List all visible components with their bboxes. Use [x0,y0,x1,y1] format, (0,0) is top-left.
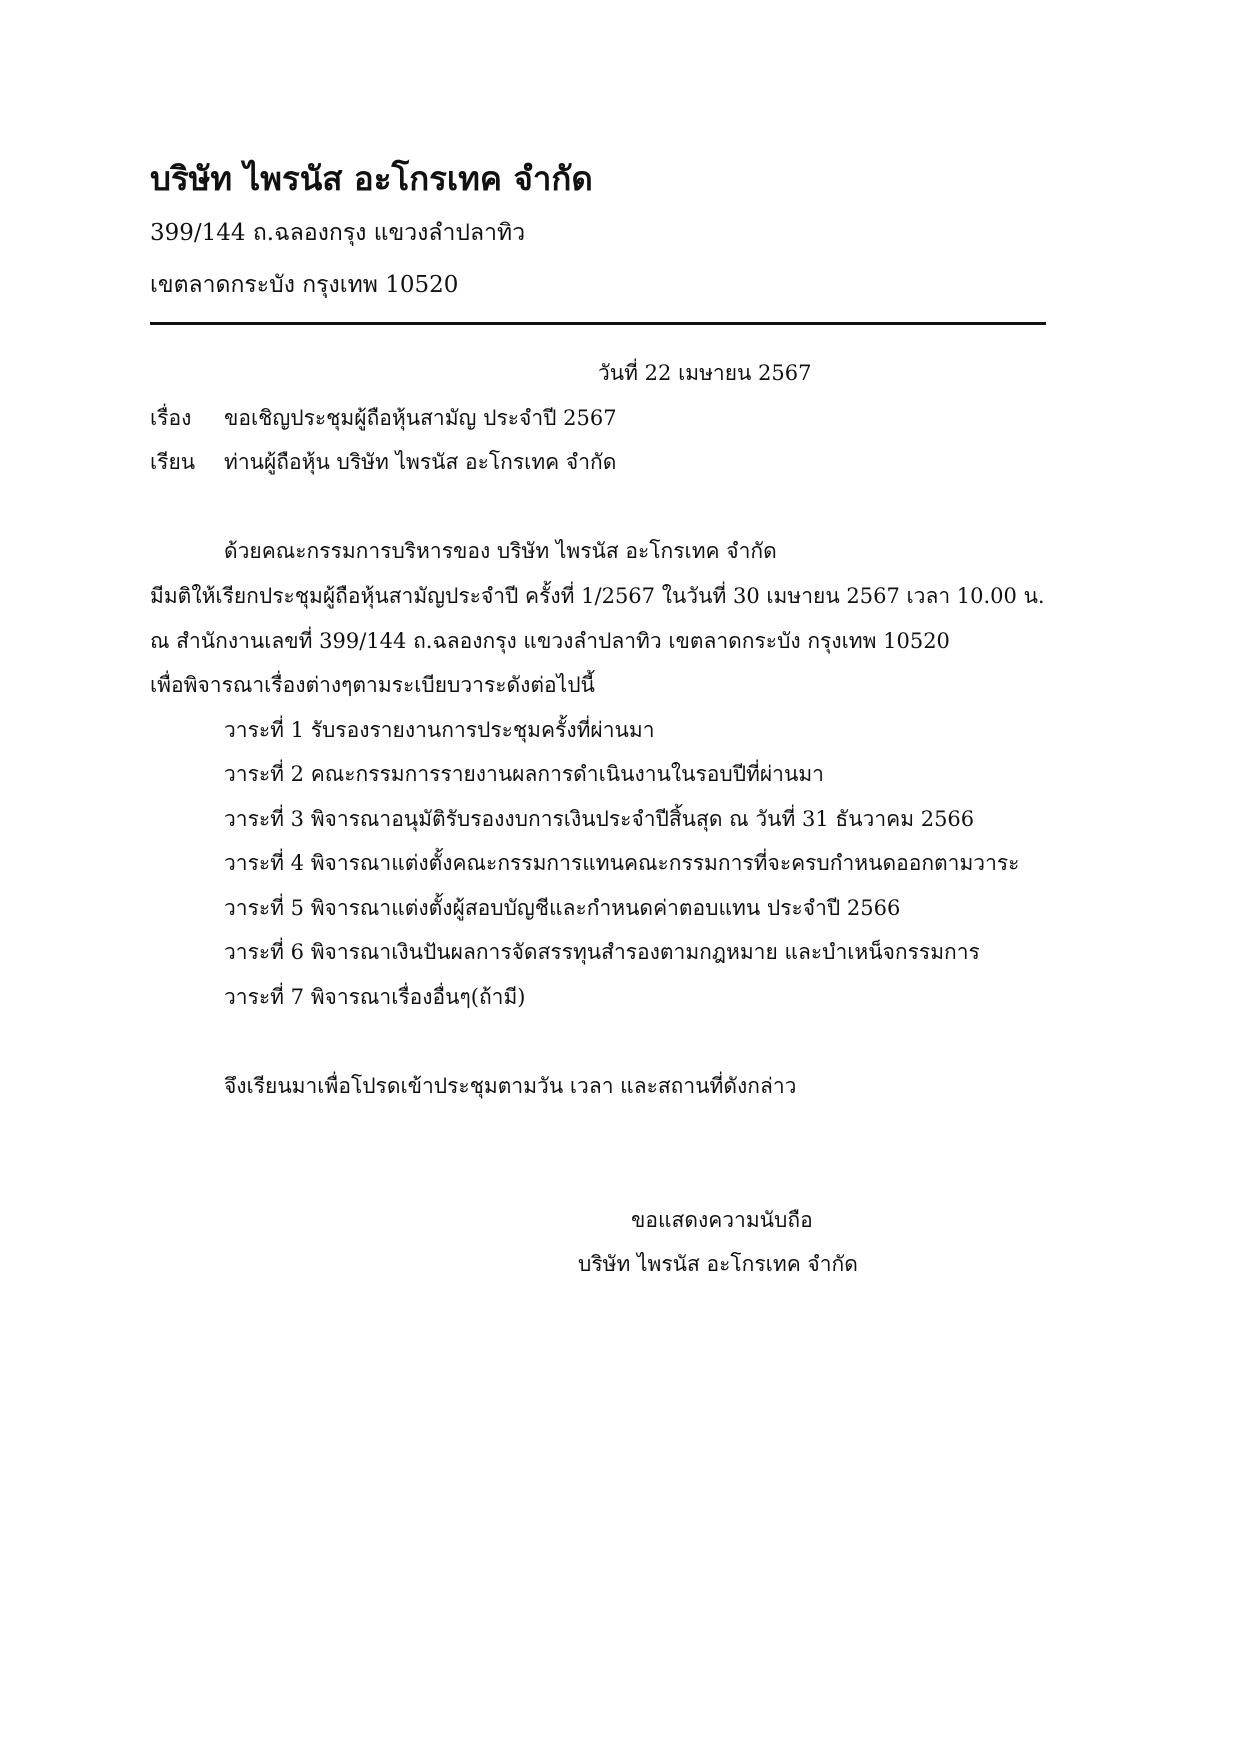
agenda-item: วาระที่ 1 รับรองรายงานการประชุมครั้งที่ผ่านมา [224,718,655,742]
agenda-item: วาระที่ 6 พิจารณาเงินปันผลการจัดสรรทุนสำรองตามกฎหมาย และบำเหน็จกรรมการ [224,940,980,964]
recipient-label: เรียน [150,450,196,474]
agenda-item: วาระที่ 2 คณะกรรมการรายงานผลการดำเนินงานในรอบปีที่ผ่านมา [224,762,824,786]
intro-line-1: ด้วยคณะกรรมการบริหารของ บริษัท ไพรนัส อะโกรเทค จำกัด [224,539,777,563]
agenda-item: วาระที่ 4 พิจารณาแต่งตั้งคณะกรรมการแทนคณะกรรมการที่จะครบกำหนดออกตามวาระ [224,851,1020,875]
subject-text: ขอเชิญประชุมผู้ถือหุ้นสามัญ ประจำปี 2567 [224,406,617,430]
agenda-item: วาระที่ 5 พิจารณาแต่งตั้งผู้สอบบัญชีและกำหนดค่าตอบแทน ประจำปี 2566 [224,896,901,920]
intro-line-2: มีมติให้เรียกประชุมผู้ถือหุ้นสามัญประจำปี ครั้งที่ 1/2567 ในวันที่ 30 เมษายน 2567 เวลา 10.00 น. [150,584,1045,608]
company-address-line2: เขตลาดกระบัง กรุงเทพ 10520 [150,272,459,298]
agenda-item: วาระที่ 7 พิจารณาเรื่องอื่นๆ(ถ้ามี) [224,985,526,1009]
intro-line-4: เพื่อพิจารณาเรื่องต่างๆตามระเบียบวาระดังต่อไปนี้ [150,673,595,697]
intro-line-3: ณ สำนักงานเลขที่ 399/144 ถ.ฉลองกรุง แขวงลำปลาทิว เขตลาดกระบัง กรุงเทพ 10520 [150,629,950,653]
subject-label: เรื่อง [150,406,192,430]
closing-line: จึงเรียนมาเพื่อโปรดเข้าประชุมตามวัน เวลา และสถานที่ดังกล่าว [224,1074,797,1098]
recipient-text: ท่านผู้ถือหุ้น บริษัท ไพรนัส อะโกรเทค จำกัด [224,450,617,474]
signature-company: บริษัท ไพรนัส อะโกรเทค จำกัด [578,1252,858,1276]
letter-date: วันที่ 22 เมษายน 2567 [598,361,812,385]
header-divider [150,322,1046,325]
company-address-line1: 399/144 ถ.ฉลองกรุง แขวงลำปลาทิว [150,220,526,246]
regards-line: ขอแสดงความนับถือ [631,1208,813,1232]
agenda-item: วาระที่ 3 พิจารณาอนุมัติรับรองงบการเงินประจำปีสิ้นสุด ณ วันที่ 31 ธันวาคม 2566 [224,807,975,831]
company-name: บริษัท ไพรนัส อะโกรเทค จำกัด [150,159,593,198]
